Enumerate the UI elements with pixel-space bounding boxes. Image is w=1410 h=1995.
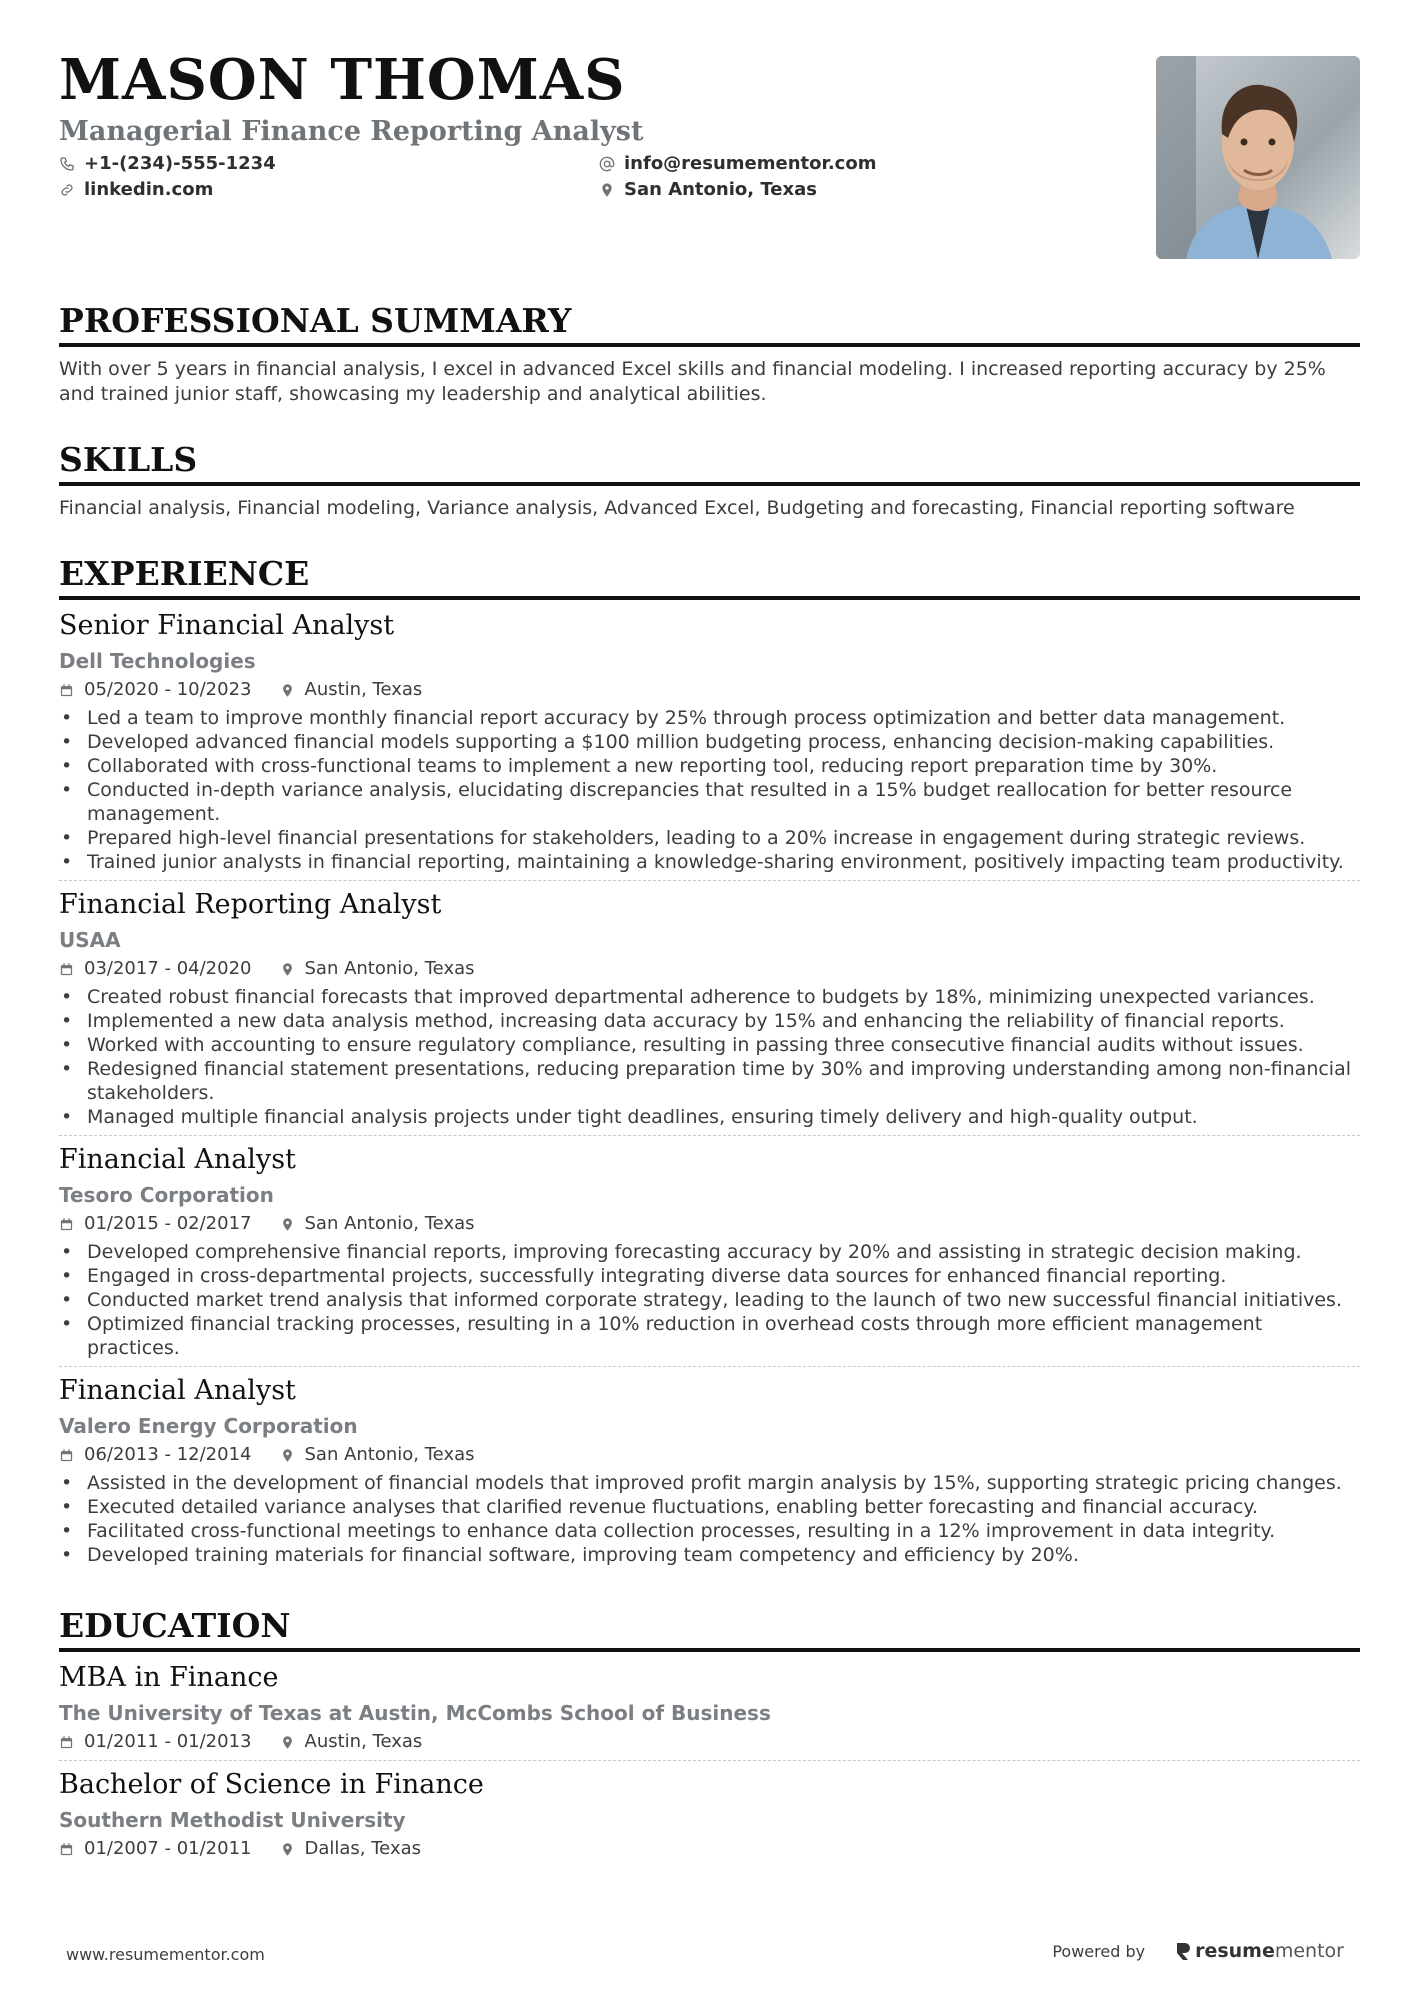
job-meta: [59, 678, 1360, 702]
education-meta: [59, 1837, 1360, 1861]
education-dates: 01/2007 - 01/2011: [84, 1838, 252, 1859]
bullet-item: • Developed comprehensive financial reports, improving forecasting accuracy by 20% and assisting in strategic decision making.: [59, 1240, 1360, 1264]
bullet-item: • Implemented a new data analysis method, increasing data accuracy by 15% and enhancing the reliability of financial reports.: [59, 1009, 1360, 1033]
experience-entry: [59, 1366, 1360, 1573]
resume-content: [59, 46, 1360, 1867]
job-location: San Antonio, Texas: [304, 958, 475, 979]
calendar-icon: [59, 1735, 74, 1750]
education-location: Dallas, Texas: [304, 1838, 421, 1859]
job-dates: 01/2015 - 02/2017: [84, 1213, 252, 1234]
job-dates: 06/2013 - 12/2014: [84, 1444, 252, 1465]
bullet-item: • Conducted in-depth variance analysis, elucidating discrepancies that resulted in a 15% budget reallocation for better resource management.: [59, 778, 1360, 826]
education-entry: [59, 1662, 1360, 1760]
brand-logo[interactable]: [1175, 1940, 1344, 1962]
bullet-item: • Prepared high-level financial presentations for stakeholders, leading to a 20% increase in engagement during strategic reviews.: [59, 826, 1360, 850]
phone-text: +1-(234)-555-1234: [84, 153, 276, 174]
education-location: Austin, Texas: [304, 1731, 423, 1752]
bullet-item: • Worked with accounting to ensure regulatory compliance, resulting in passing three consecutive financial audits without issues.: [59, 1033, 1360, 1057]
degree-title: Bachelor of Science in Finance: [59, 1769, 484, 1800]
contact-email[interactable]: [599, 153, 876, 174]
job-title: Financial Analyst: [59, 1375, 296, 1406]
bullet-item: • Developed advanced financial models supporting a $100 million budgeting process, enhancing decision-making capabilities.: [59, 730, 1360, 754]
location-pin-icon: [280, 1735, 295, 1750]
job-title: Financial Analyst: [59, 1144, 296, 1175]
experience-entry: [59, 880, 1360, 1135]
location-pin-icon: [599, 182, 615, 198]
phone-icon: [59, 156, 75, 172]
bullet-item: • Facilitated cross-functional meetings to enhance data collection processes, resulting in a 12% improvement in data integrity.: [59, 1519, 1360, 1543]
experience-section: [59, 554, 1360, 1573]
summary-text: With over 5 years in financial analysis, I excel in advanced Excel skills and financial modeling. I increased reporting accuracy by 25% and trained junior staff, showcasing my leadership and analytical abilities.: [59, 358, 1326, 405]
company-name: Dell Technologies: [59, 649, 256, 673]
calendar-icon: [59, 1217, 74, 1232]
job-bullets: [59, 706, 1360, 874]
job-dates: 03/2017 - 04/2020: [84, 958, 252, 979]
bullet-item: • Led a team to improve monthly financial report accuracy by 25% through process optimization and better data management.: [59, 706, 1360, 730]
email-text: info@resumementor.com: [624, 153, 877, 174]
location-pin-icon: [280, 1217, 295, 1232]
job-meta: [59, 1443, 1360, 1467]
resumementor-logo-icon: [1175, 1941, 1191, 1961]
brand-name-thin: mentor: [1274, 1940, 1344, 1962]
job-location: Austin, Texas: [304, 679, 423, 700]
profile-photo: [1156, 56, 1360, 259]
experience-heading: EXPERIENCE: [59, 557, 1360, 600]
job-location: San Antonio, Texas: [304, 1444, 475, 1465]
school-name: The University of Texas at Austin, McCombs School of Business: [59, 1701, 771, 1725]
education-dates: 01/2011 - 01/2013: [84, 1731, 252, 1752]
job-location: San Antonio, Texas: [304, 1213, 475, 1234]
linkedin-text: linkedin.com: [84, 179, 214, 200]
location-pin-icon: [280, 683, 295, 698]
job-title: Financial Reporting Analyst: [59, 889, 442, 920]
education-entry: [59, 1760, 1360, 1867]
education-meta: [59, 1730, 1360, 1754]
bullet-item: • Assisted in the development of financial models that improved profit margin analysis by 15%, supporting strategic pricing changes.: [59, 1471, 1360, 1495]
candidate-title: Managerial Finance Reporting Analyst: [59, 116, 644, 147]
experience-entry: [59, 610, 1360, 880]
bullet-item: • Redesigned financial statement presentations, reducing preparation time by 30% and improving understanding among non-financial stakeholders.: [59, 1057, 1360, 1105]
experience-list: [59, 610, 1360, 1573]
job-meta: [59, 1212, 1360, 1236]
company-name: USAA: [59, 928, 121, 952]
degree-title: MBA in Finance: [59, 1662, 279, 1693]
link-icon: [59, 182, 75, 198]
summary-section: [59, 301, 1360, 407]
skills-text: Financial analysis, Financial modeling, Variance analysis, Advanced Excel, Budgeting and forecasting, Financial reporting software: [59, 497, 1295, 519]
location-pin-icon: [280, 1448, 295, 1463]
bullet-item: • Optimized financial tracking processes, resulting in a 10% reduction in overhead costs through more efficient management practices.: [59, 1312, 1360, 1360]
calendar-icon: [59, 683, 74, 698]
contact-location: [599, 179, 817, 200]
contact-info: [59, 153, 1119, 209]
at-icon: [599, 156, 615, 172]
company-name: Tesoro Corporation: [59, 1183, 274, 1207]
bullet-item: • Executed detailed variance analyses that clarified revenue fluctuations, enabling better forecasting and financial accuracy.: [59, 1495, 1360, 1519]
brand-name-bold: resume: [1195, 1940, 1275, 1962]
experience-entry: [59, 1135, 1360, 1366]
footer-branding: [1052, 1940, 1344, 1962]
skills-heading: SKILLS: [59, 443, 1360, 486]
job-bullets: [59, 1471, 1360, 1567]
resume-header: [59, 47, 1360, 277]
calendar-icon: [59, 962, 74, 977]
footer-website[interactable]: www.resumementor.com: [66, 1945, 265, 1964]
bullet-item: • Trained junior analysts in financial reporting, maintaining a knowledge-sharing environment, positively impacting team productivity.: [59, 850, 1360, 874]
bullet-item: • Created robust financial forecasts that improved departmental adherence to budgets by 18%, minimizing unexpected variances.: [59, 985, 1360, 1009]
bullet-item: • Managed multiple financial analysis projects under tight deadlines, ensuring timely delivery and high-quality output.: [59, 1105, 1360, 1129]
job-bullets: [59, 985, 1360, 1129]
education-list: [59, 1662, 1360, 1867]
portrait-image: [1156, 56, 1360, 259]
candidate-name: MASON THOMAS: [59, 47, 626, 113]
contact-phone[interactable]: [59, 153, 276, 174]
bullet-item: • Collaborated with cross-functional teams to implement a new reporting tool, reducing report preparation time by 30%.: [59, 754, 1360, 778]
location-pin-icon: [280, 1842, 295, 1857]
education-section: [59, 1606, 1360, 1867]
school-name: Southern Methodist University: [59, 1808, 406, 1832]
job-bullets: [59, 1240, 1360, 1360]
summary-heading: PROFESSIONAL SUMMARY: [59, 304, 1360, 347]
calendar-icon: [59, 1448, 74, 1463]
powered-by-text: Powered by: [1052, 1941, 1146, 1961]
bullet-item: • Engaged in cross-departmental projects, successfully integrating diverse data sources for enhanced financial reporting.: [59, 1264, 1360, 1288]
contact-linkedin[interactable]: [59, 179, 213, 200]
location-text: San Antonio, Texas: [624, 179, 817, 200]
location-pin-icon: [280, 962, 295, 977]
bullet-item: • Developed training materials for financial software, improving team competency and efficiency by 20%.: [59, 1543, 1360, 1567]
job-dates: 05/2020 - 10/2023: [84, 679, 252, 700]
skills-section: [59, 440, 1360, 521]
job-title: Senior Financial Analyst: [59, 610, 395, 641]
calendar-icon: [59, 1842, 74, 1857]
job-meta: [59, 957, 1360, 981]
bullet-item: • Conducted market trend analysis that informed corporate strategy, leading to the launch of two new successful financial initiatives.: [59, 1288, 1360, 1312]
company-name: Valero Energy Corporation: [59, 1414, 358, 1438]
education-heading: EDUCATION: [59, 1609, 1360, 1652]
